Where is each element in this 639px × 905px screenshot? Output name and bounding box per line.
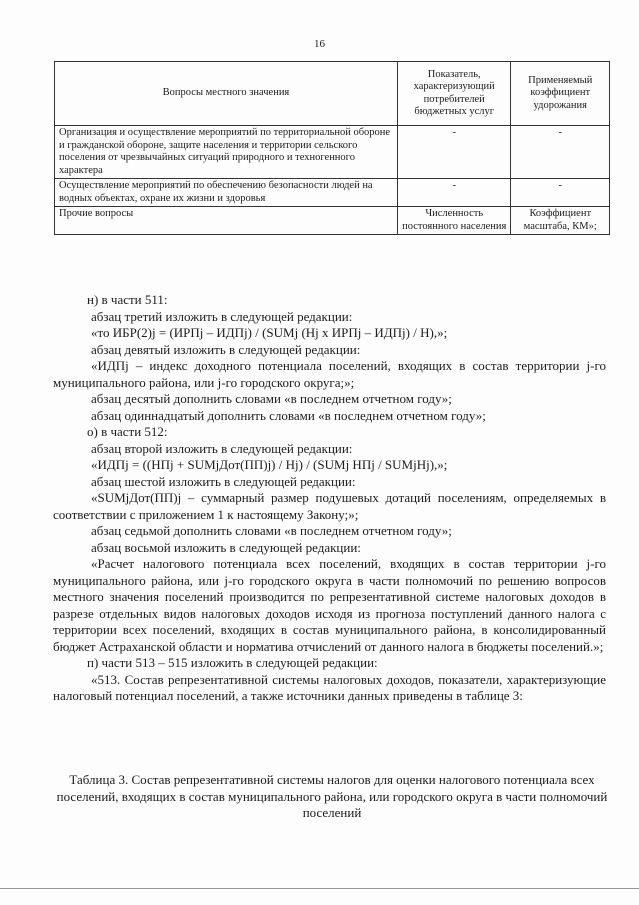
paragraph: «ИДПj – индекс доходного потенциала поселений, входящих в состав территории j-го муниципального района, или j-го городского округа;»;: [53, 358, 606, 390]
paragraph: абзац десятый дополнить словами «в последнем отчетном году»;: [91, 391, 452, 406]
paragraph: абзац второй изложить в следующей редакции:: [91, 440, 353, 456]
table-cell: Организация и осуществление мероприятий по территориальной обороне и гражданской обороне, защите населения и территории сельского поселения от чрезвычайных ситуаций природного и техногенного характера: [55, 126, 398, 179]
page-number: 16: [314, 38, 325, 50]
paragraph: п) части 513 – 515 изложить в следующей редакции:: [87, 655, 378, 670]
table-row: [55, 179, 610, 207]
paragraph: абзац восьмой изложить в следующей редакции:: [91, 539, 361, 555]
table-cell: Коэффициент масштаба, КМ»;: [511, 207, 610, 235]
paragraph: абзац шестой изложить в следующей редакции:: [91, 473, 356, 489]
formula-paragraph: «то ИБР(2)j = (ИРПj – ИДПj) / (SUMj (Hj x ИРПj – ИДПj) / Н),»;: [91, 325, 448, 340]
table-cell: Прочие вопросы: [55, 207, 398, 235]
header-cell: Показатель, характеризующий потребителей бюджетных услуг: [397, 62, 511, 126]
table-row: [55, 207, 610, 235]
page-divider: [0, 888, 639, 889]
paragraph: «SUMjДот(ПП)j – суммарный размер подушевых дотаций поселениям, определяемых в соответствии с приложением 1 к настоящему Закону;»;: [53, 490, 606, 522]
header-cell: Применяемый коэффициент удорожания: [511, 62, 610, 126]
header-cell: Вопросы местного значения: [55, 62, 398, 126]
paragraph: «513. Состав репрезентативной системы налоговых доходов, показатели, характеризующие налоговый потенциал поселений, а также источники данных приведены в таблице 3:: [53, 671, 606, 703]
table-caption: Таблица 3. Состав репрезентативной системы налогов для оценки налогового потенциала всех поселений, входящих в состав муниципального района, или городского округа в части полномочий поселений: [56, 772, 608, 820]
paragraph: абзац девятый изложить в следующей редакции:: [91, 341, 361, 357]
paragraph: абзац седьмой дополнить словами «в последнем отчетном году»;: [91, 523, 452, 538]
paragraph: «Расчет налогового потенциала всех поселений, входящих в состав территории j-го муниципального района, или j-го городского округа в части полномочий по решению вопросов местного значения поселений производится по репрезентативной системе налоговых доходов в разрезе отдельных видов налоговых доходов исходя из прогноза поступлений данного налога с территории всех поселений, входящих в состав муниципального района, в консолидированный бюджет Астраханской области и норматива отчислений от данного налога в бюджеты поселений.»;: [53, 556, 606, 654]
table-cell: -: [511, 179, 610, 207]
amendment-text: [53, 292, 606, 705]
table-cell: -: [397, 179, 511, 207]
table-cell: -: [397, 126, 511, 179]
paragraph: о) в части 512:: [87, 424, 168, 439]
table-cell: Осуществление мероприятий по обеспечению безопасности людей на водных объектах, охране их жизни и здоровья: [55, 179, 398, 207]
table-cell: Численность постоянного населения: [397, 207, 511, 235]
paragraph: абзац третий изложить в следующей редакции:: [91, 308, 353, 324]
table-cell: -: [511, 126, 610, 179]
local-issues-table: [54, 61, 610, 235]
formula-paragraph: «ИДПj = ((НПj + SUMjДот(ПП)j) / Hj) / (SUMj НПj / SUMjHj),»;: [91, 457, 448, 472]
table-header-row: [55, 62, 610, 126]
table-row: [55, 126, 610, 179]
paragraph: абзац одиннадцатый дополнить словами «в последнем отчетном году»;: [91, 407, 486, 423]
paragraph: н) в части 511:: [87, 292, 168, 307]
